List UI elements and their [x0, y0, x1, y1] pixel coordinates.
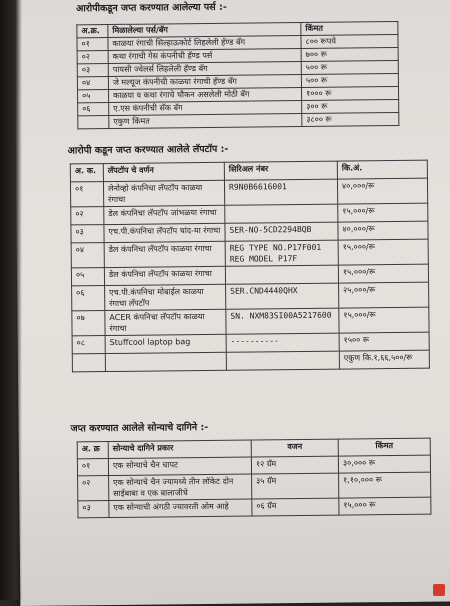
serial-number-cell: R9N0B6616001 — [224, 179, 337, 205]
price-cell: १५,०००/रू — [339, 307, 429, 333]
description-cell: डेल कंपनिचा लॅपटॉप काळया रंगाचा — [104, 266, 225, 285]
table-row — [78, 497, 431, 518]
serial-cell: ०६ — [78, 103, 109, 116]
description-cell: एक सोन्याचे चैन ज्यामध्ये तीन लॉकेट दोन साईबाबा व एक बालाजीचे — [109, 474, 252, 500]
price-cell: ४०,०००/रू — [338, 221, 428, 240]
description-cell: काळया रंगाची सिल्हाऊकोर्ट लिहलेली हॅण्ड बॅग — [108, 35, 301, 50]
serial-number-cell: ---------- — [226, 333, 339, 352]
column-header: सोन्याचे दागिने प्रकार — [108, 440, 251, 458]
serial-cell: ०८ — [72, 336, 105, 354]
gold-table — [77, 438, 432, 519]
description-cell: ए.एस कंपनीची सॅक बॅग — [109, 100, 302, 115]
price-cell: ५०० रू — [301, 73, 398, 87]
description-cell: डेल कंपनिचा लॅपटॉप जांभळया रंगाचा — [104, 205, 225, 224]
serial-number-cell: SER.CND4440QHX — [226, 283, 339, 309]
price-cell: ३०,००० रू — [338, 455, 430, 473]
serial-cell — [78, 116, 109, 129]
serial-cell: ०४ — [71, 243, 104, 268]
serial-number-cell — [225, 265, 338, 284]
serial-cell: ०३ — [71, 225, 104, 243]
document-page — [14, 0, 450, 606]
serial-cell — [72, 354, 105, 372]
weight-cell: १२ ग्रॅम — [251, 456, 338, 474]
description-cell: कथा रंगाची गेस कंपनीची हॅण्ड पर्स — [108, 48, 301, 63]
weight-cell: ०६ ग्रॅम — [252, 498, 339, 516]
price-cell: १५,०००/रू — [338, 264, 428, 283]
table-row — [70, 178, 427, 207]
column-header: अ. क. — [70, 164, 103, 182]
serial-cell: ०६ — [72, 286, 105, 311]
price-cell: २५,०००/रू — [339, 282, 429, 308]
price-cell: ४०,०००/रू — [337, 178, 427, 204]
serial-cell: ०२ — [71, 207, 104, 225]
price-cell: ७०० रू — [301, 47, 398, 61]
description-cell: Stuffcool laptop bag — [105, 334, 226, 353]
description-cell: जे मल्यूज कंपनीची काळया रंगाची हॅण्ड बॅग — [108, 74, 301, 89]
column-header: किंमत — [338, 438, 430, 456]
column-header: वजन — [251, 439, 338, 457]
description-cell: एच.पी.कंपनिचा लॅपटॉप चांद-या रंगाचा — [104, 223, 225, 242]
serial-cell: ०१ — [77, 38, 108, 51]
price-cell: १५,०००/रू — [338, 239, 428, 265]
price-cell: १,१०,००० रू — [339, 472, 431, 498]
serial-number-cell: REG TYPE NO.P17F001 REG MODEL P17F — [225, 240, 338, 266]
column-header: सिरिअल नंबर — [224, 161, 337, 180]
serial-cell: ०३ — [77, 64, 108, 77]
section-heading-laptops: आरोपी कडून जप्त करण्यात आलेले लॅपटॉप :- — [67, 143, 229, 157]
description-cell: एच.पी.कंपनिचा मोबाईल काळया रंगाचा लॅपटॉप — [105, 284, 226, 310]
description-cell: पायसी ज्वेलर्स लिहलेली हॅण्ड बॅग — [108, 61, 301, 76]
serial-cell: ०४ — [77, 77, 108, 90]
serial-cell: ०७ — [72, 311, 105, 336]
column-header: किंमत — [301, 21, 398, 35]
total-label-cell: एकुण किंमत — [109, 113, 302, 128]
price-cell: ८०० रूपये — [301, 34, 398, 48]
price-cell: १५,०००/रू — [338, 203, 428, 222]
section-heading-purses: आरोपीकडून जप्त करण्यात आलेल्या पर्स :- — [76, 1, 227, 15]
description-cell — [105, 352, 226, 371]
table-row — [71, 239, 428, 268]
laptop-table — [70, 160, 430, 373]
table-row — [72, 282, 429, 311]
serial-cell: ०१ — [77, 459, 108, 476]
serial-cell: ०२ — [77, 51, 108, 64]
total-value-cell: एकुण कि.१,६६,५००/रू — [339, 350, 429, 369]
serial-number-cell — [226, 351, 339, 370]
table-row — [78, 472, 431, 501]
description-cell: एक सोन्याचे चैन चापट — [108, 457, 251, 475]
total-row — [72, 350, 429, 372]
serial-cell: ०१ — [70, 182, 103, 207]
price-cell: १००० रू — [301, 86, 398, 100]
description-cell: ACER कंपनिचा लॅपटॉप काळया रंगाचा — [105, 309, 226, 335]
total-row — [78, 112, 399, 128]
description-cell: डेल कंपनिचा लॅपटॉप काळया रंगाचा — [104, 241, 225, 267]
description-cell: लेनोव्हो कंपनिचा लॅपटॉप काळया रंगाचा — [103, 180, 224, 206]
column-header: लॅपटॉप चे वर्णन — [103, 162, 224, 181]
column-header: कि.अं. — [337, 160, 427, 179]
table-row — [72, 307, 429, 336]
column-header: मिळालेल्या पर्स/बॅग — [108, 22, 301, 37]
serial-cell: ०५ — [71, 268, 104, 286]
serial-cell: ०५ — [78, 90, 109, 103]
weight-cell: ३५ ग्रॅम — [252, 473, 339, 499]
price-cell: ३०० रू — [302, 99, 399, 113]
serial-number-cell — [225, 204, 338, 223]
price-cell: १५,००० रू — [339, 497, 431, 515]
price-cell: १५०० रू — [339, 332, 429, 351]
purse-table — [76, 21, 399, 129]
total-value-cell: ३८०० रू — [302, 112, 399, 126]
serial-cell: ०२ — [78, 476, 109, 501]
serial-number-cell: SER-NO-5CD2294BQB — [225, 222, 338, 241]
serial-cell: ०३ — [78, 501, 109, 518]
column-header: अ. क्र — [77, 442, 108, 459]
column-header: अ.क्र. — [77, 25, 108, 38]
description-cell: काळया व कथा रंगाचे चौकन असलेली मोठी बॅग — [109, 87, 302, 102]
price-cell: ५०० रू — [301, 60, 398, 74]
description-cell: एक सोन्याची अंगठी ज्यावरती ओम आहे — [109, 499, 252, 517]
section-heading-gold: जप्त करण्यात आलेले सोन्याचे दागिने :- — [70, 421, 209, 435]
watermark-logo-icon — [433, 584, 445, 596]
serial-number-cell: SN. NXM83SI00A5217600 — [226, 308, 339, 334]
page-shadow — [0, 0, 22, 600]
